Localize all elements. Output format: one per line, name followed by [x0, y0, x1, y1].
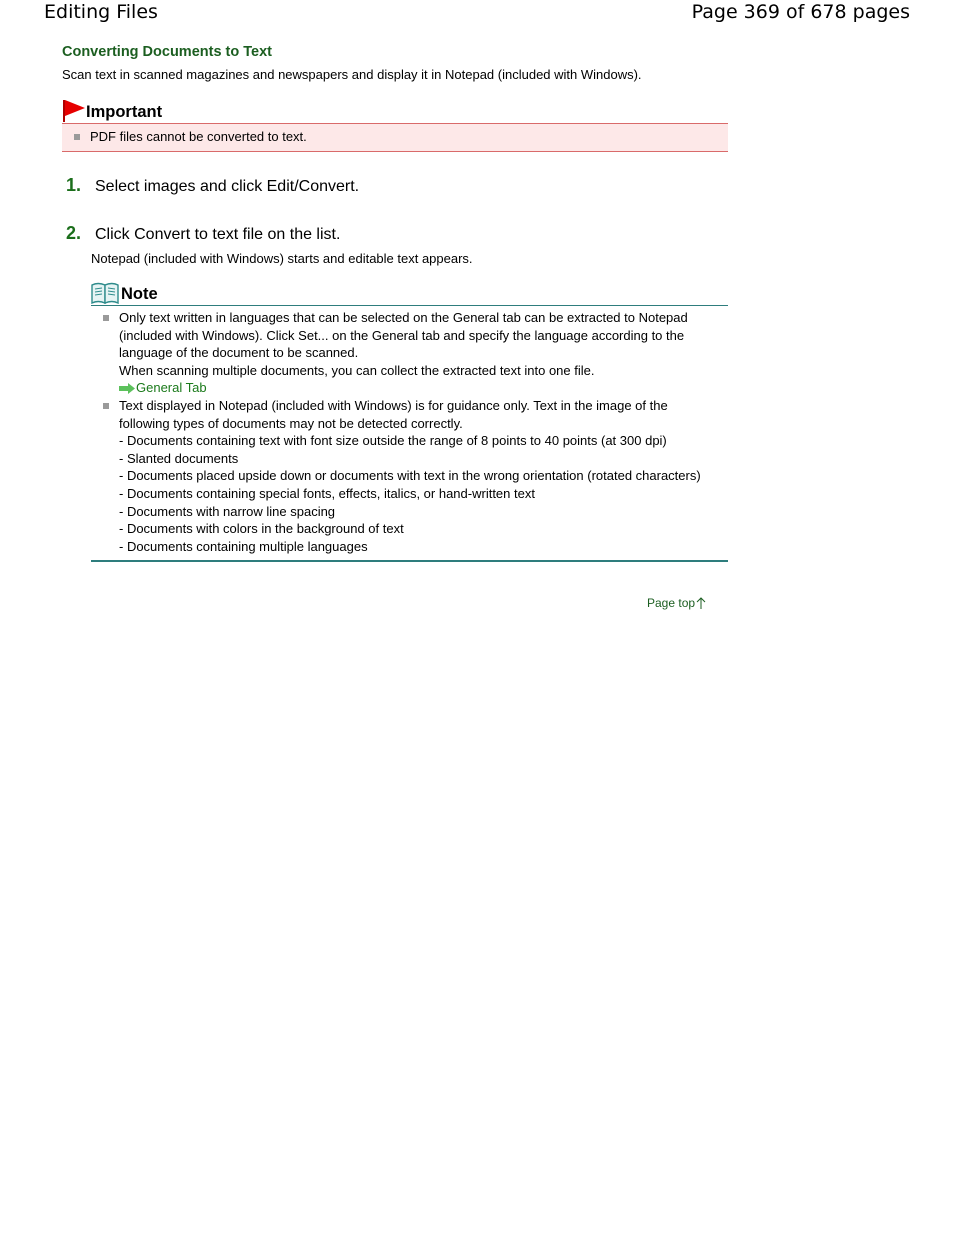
note-text: When scanning multiple documents, you can collect the extracted text into one file.	[119, 362, 595, 378]
arrow-up-icon	[696, 597, 706, 609]
step-text: Click Convert to text file on the list.	[95, 226, 341, 243]
step-number: 2.	[66, 223, 82, 243]
page-top-link[interactable]	[647, 595, 706, 611]
red-flag-icon	[62, 99, 86, 123]
step-2	[62, 222, 728, 246]
note-title: Note	[121, 285, 158, 303]
important-item-text: PDF files cannot be converted to text.	[90, 129, 307, 144]
note-text: - Documents containing multiple languages	[119, 538, 368, 554]
note-text: - Documents containing special fonts, effects, italics, or hand-written text	[119, 485, 535, 501]
arrow-right-icon	[119, 383, 135, 394]
note-text: - Documents with narrow line spacing	[119, 503, 336, 519]
page-indicator: Page 369 of 678 pages	[691, 1, 910, 23]
important-title: Important	[86, 103, 163, 121]
note-text: - Documents with colors in the background of text	[119, 521, 404, 537]
note-text: Text displayed in Notepad (included with Windows) is for guidance only. Text in the image of the following types of documents may not be detected correctly.	[119, 397, 668, 431]
note-text: - Documents containing text with font size outside the range of 8 points to 40 points (at 300 dpi)	[119, 433, 667, 449]
bullet-square-icon	[74, 134, 80, 140]
step-2-description: Notepad (included with Windows) starts and editable text appears.	[91, 251, 473, 266]
book-icon	[91, 282, 119, 304]
important-item	[62, 123, 728, 152]
main-content	[62, 43, 728, 562]
note-item	[91, 309, 728, 397]
bullet-square-icon	[103, 403, 109, 409]
bullet-square-icon	[103, 315, 109, 321]
general-tab-link[interactable]	[119, 379, 719, 397]
section-title: Converting Documents to Text	[62, 44, 272, 60]
link-text: General Tab	[136, 380, 207, 396]
note-text: - Documents placed upside down or documents with text in the wrong orientation (rotated characters)	[119, 468, 701, 484]
note-body	[91, 306, 728, 562]
step-number: 1.	[66, 175, 82, 195]
step-text: Select images and click Edit/Convert.	[95, 178, 360, 195]
page-top-label: Page top	[647, 596, 696, 610]
step-1	[62, 174, 728, 198]
note-item	[91, 397, 728, 555]
note-box	[91, 280, 728, 562]
important-box	[62, 97, 728, 152]
section-intro: Scan text in scanned magazines and newspapers and display it in Notepad (included with Windows).	[62, 67, 642, 82]
note-text: - Slanted documents	[119, 450, 239, 466]
note-text: Only text written in languages that can be selected on the General tab can be extracted to Notepad (included with Windows). Click Set... on the General tab and specify the language according to the language of the document to be scanned.	[119, 310, 688, 361]
note-header	[91, 280, 728, 306]
document-title: Editing Files	[44, 1, 158, 23]
important-header	[62, 97, 728, 123]
